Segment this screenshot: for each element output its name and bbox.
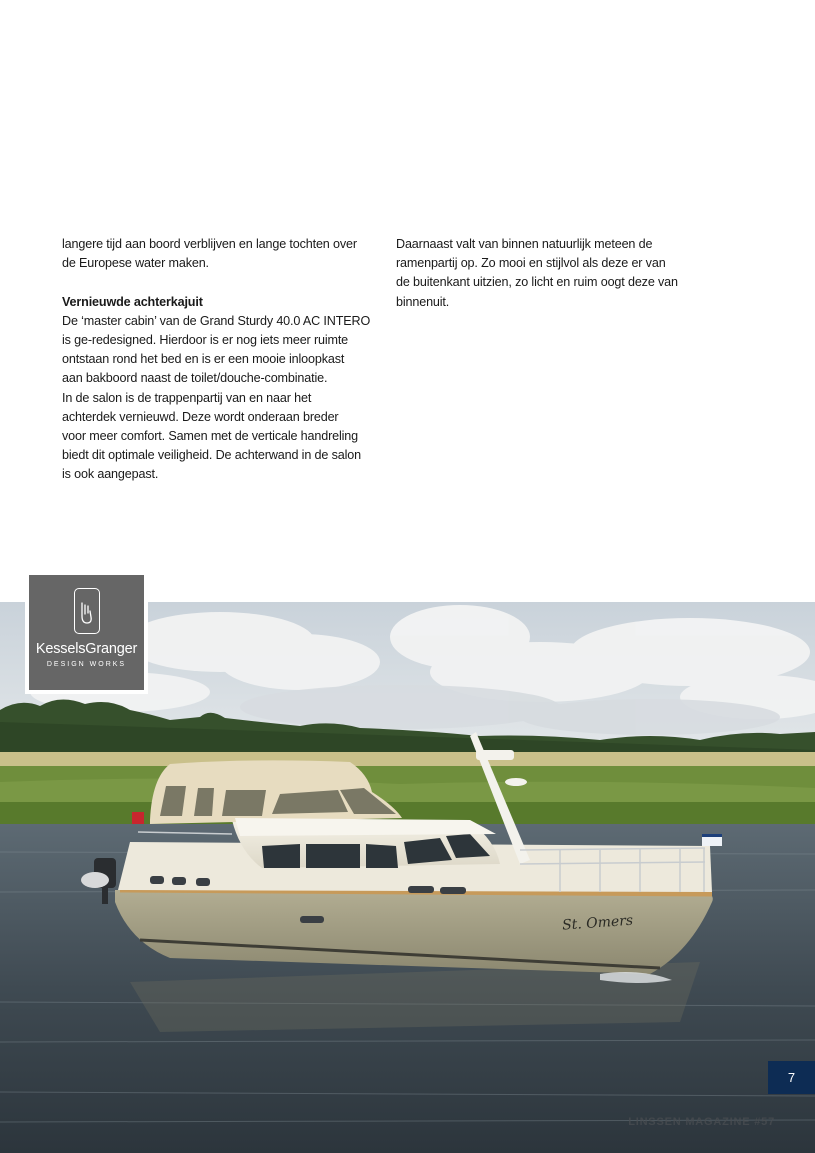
body-line: is ook aangepast. <box>62 467 159 482</box>
body-line: ontstaan rond het bed en is er een mooie inloopkast <box>62 352 345 367</box>
magazine-footer: LINSSEN MAGAZINE #57 <box>628 1116 775 1128</box>
intro-line: de Europese water maken. <box>62 256 209 271</box>
section-heading: Vernieuwde achterkajuit <box>62 294 203 309</box>
body-line: binnenuit. <box>396 294 450 309</box>
body-line: Daarnaast valt van binnen natuurlijk meteen de <box>396 237 653 251</box>
logo-hand-icon <box>74 588 100 634</box>
body-line: achterdek vernieuwd. Deze wordt onderaan breder <box>62 409 339 424</box>
body-line: biedt dit optimale veiligheid. De achterwand in de salon <box>62 448 361 463</box>
body-line: De ‘master cabin’ van de Grand Sturdy 40.0 AC INTERO <box>62 313 371 328</box>
logo-subtitle: DESIGN WORKS <box>46 661 127 668</box>
body-line: In de salon is de trappenpartij van en naar het <box>62 390 312 405</box>
body-line: voor meer comfort. Samen met de verticale handreling <box>62 429 358 444</box>
logo-name: KesselsGranger <box>35 641 138 657</box>
body-line: ramenpartij op. Zo mooi en stijlvol als deze er van <box>396 256 666 271</box>
designer-logo <box>25 571 148 694</box>
page-number: 7 <box>768 1061 815 1094</box>
body-line: de buitenkant uitzien, zo licht en ruim oogt deze van <box>396 275 678 290</box>
body-line: is ge-redesigned. Hierdoor is er nog iets meer ruimte <box>62 333 349 347</box>
intro-line: langere tijd aan boord verblijven en lange tochten over <box>62 237 357 251</box>
boat-name: St. Omers <box>561 912 634 934</box>
body-line: aan bakboord naast de toilet/douche-combinatie. <box>62 371 328 386</box>
article-left-column <box>62 235 384 485</box>
logo-panel <box>29 575 144 690</box>
article-right-column <box>396 235 701 312</box>
